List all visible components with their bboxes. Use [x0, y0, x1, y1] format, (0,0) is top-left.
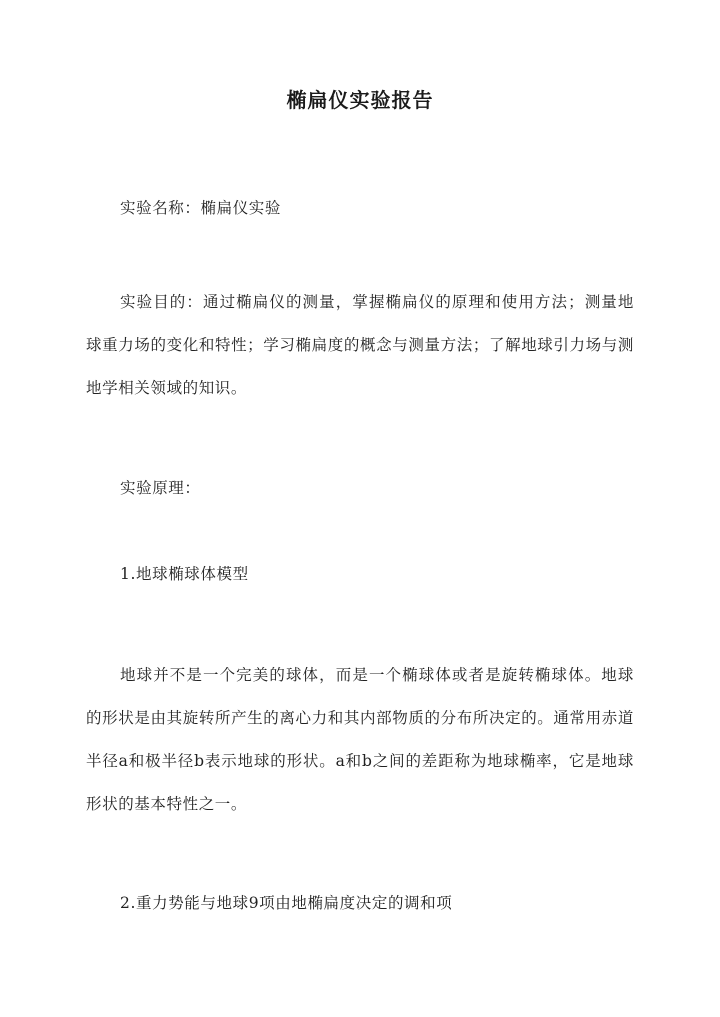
- document-title: 椭扁仪实验报告: [286, 88, 434, 112]
- experiment-principle-heading: 实验原理：: [120, 479, 201, 497]
- ellipsoid-model-paragraph: 地球并不是一个完美的球体，而是一个椭球体或者是旋转椭球体。地球的形状是由其旋转所产生的离心力和其内部物质的分布所决定的。通常用赤道半径a和极半径b表示地球的形状。a和b之间的差距称为地球椭率，它是地球形状的基本特性之一。: [86, 666, 634, 813]
- section-2-heading: 2.重力势能与地球9项由地椭扁度决定的调和项: [120, 894, 453, 912]
- experiment-purpose-paragraph: 实验目的：通过椭扁仪的测量，掌握椭扁仪的原理和使用方法；测量地球重力场的变化和特性；学习椭扁度的概念与测量方法；了解地球引力场与测地学相关领域的知识。: [86, 293, 634, 397]
- section-1-heading: 1.地球椭球体模型: [120, 565, 249, 583]
- experiment-name-paragraph: 实验名称：椭扁仪实验: [120, 199, 282, 217]
